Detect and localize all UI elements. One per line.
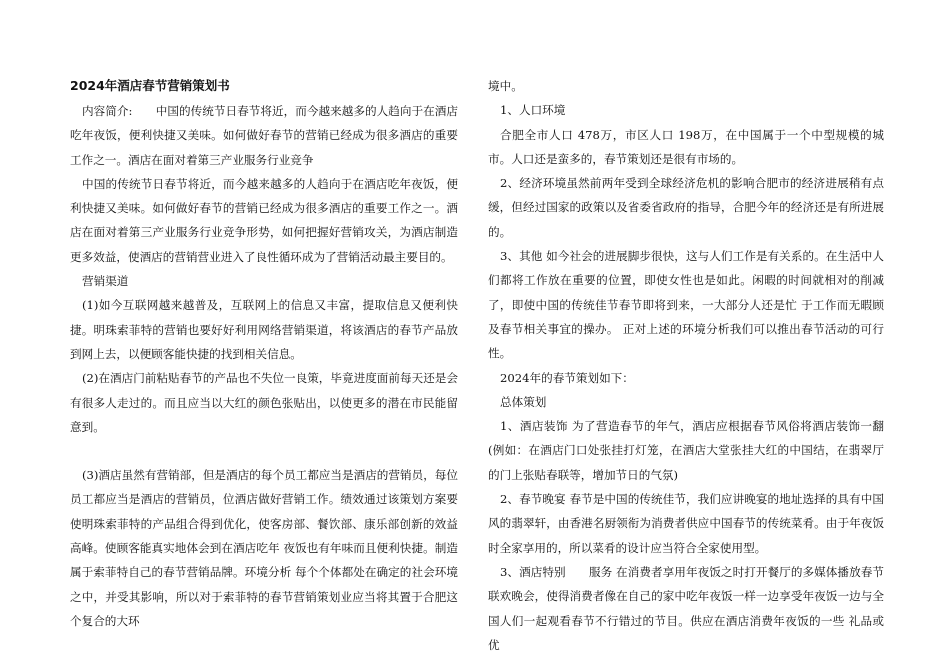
paragraph-continuation: 境中。 bbox=[488, 79, 523, 93]
paragraph-channel-3: (3)酒店虽然有营销部，但是酒店的每个员工都应当是酒店的营销员，每位员工都应当是酒店的营销员，位酒店做好营销工作。绩效通过该策划方案要使明珠索菲特的产品组合得到优化，使客房部、餐饮部、康乐部创新的效益高峰。使顾客能真实地体会到在酒店吃年 夜饭也有年味而且便利快捷。制造属于索菲特自己的春节营销品牌。环境分析 每个个体都处在确定的社会环境之中，并受其影响，所以对于索菲特的春节营销策划业应当将其置于合肥这个复合的大环 bbox=[70, 468, 458, 628]
paragraph-channel-2: (2)在酒店门前粘贴春节的产品也不失位一良策，毕竟进度面前每天还是会有很多人走过的。而且应当以大红的颜色张贴出，以使更多的潜在市民能留意到。 bbox=[70, 371, 458, 434]
heading-overall: 总体策划 bbox=[500, 394, 547, 409]
section-heading-channels: 营销渠道 bbox=[82, 274, 129, 289]
paragraph-population: 合肥全市人口 478万，市区人口 198万，在中国属于一个中型规模的城市。人口还是蛮多的，春节策划还是很有市场的。 bbox=[488, 127, 884, 166]
paragraph-background: 中国的传统节日春节将近，而今越来越多的人趋向于在酒店吃年夜饭，便利快捷又美味。如何做好春节的营销已经成为很多酒店的重要工作之一。酒店在面对着第三产业服务行业竞争形势，如何把握好营销攻关，为酒店制造更多效益，使酒店的营销营业进入了良性循环成为了营销活动最主要目的。 bbox=[70, 176, 458, 264]
right-column bbox=[488, 74, 884, 657]
heading-population: 1、人口环境 bbox=[500, 103, 566, 118]
paragraph-channel-1: (1)如今互联网越来越普及，互联网上的信息又丰富，提取信息又便利快捷。明珠索菲特的营销也要好好利用网络营销渠道，将该酒店的春节产品放到网上去，以便顾客能快捷的找到相关信息。 bbox=[70, 298, 458, 361]
paragraph-economy: 2、经济环境虽然前两年受到全球经济危机的影响合肥市的经济进展稍有点缓，但经过国家的政策以及省委省政府的指导，合肥今年的经济还是有所进展的。 bbox=[488, 176, 884, 239]
paragraph-intro: 内容简介: 中国的传统节日春节将近，而今越来越多的人趋向于在酒店吃年夜饭，便利快捷又美味。如何做好春节的营销已经成为很多酒店的重要工作之一。酒店在面对着第三产业服务行业竞争 bbox=[70, 104, 458, 167]
document-title: 2024年酒店春节营销策划书 bbox=[70, 78, 230, 93]
paragraph-other: 3、其他 如今社会的进展脚步很快，这与人们工作是有关系的。在生活中人们都将工作放在重要的位置，即使女性也是如此。闲暇的时间就相对的削减了，即使中国的传统佳节春节即将到来，一大部分人还是忙 于工作而无暇顾及春节相关事宜的操办。 正对上述的环境分析我们可以推出春节活动的可行性。 bbox=[488, 249, 884, 361]
paragraph-special-service: 3、酒店特别 服务 在消费者享用年夜饭之时打开餐厅的多媒体播放春节联欢晚会，使得消费者像在自己的家中吃年夜饭一样一边享受年夜饭一边与全国人们一起观看春节不行错过的节目。供应在酒店消费年夜饭的一些 礼品或优 bbox=[488, 564, 884, 652]
spacer bbox=[70, 439, 458, 463]
left-column bbox=[70, 74, 458, 633]
paragraph-decoration: 1、酒店装饰 为了营造春节的年气，酒店应根据春节风俗将酒店装饰一翻(例如：在酒店门口处张挂打灯笼，在酒店大堂张挂大红的中国结，在翡翠厅的门上张贴春联等，增加节日的气氛) bbox=[488, 419, 884, 482]
heading-plan: 2024年的春节策划如下： bbox=[500, 370, 634, 385]
paragraph-banquet: 2、春节晚宴 春节是中国的传统佳节，我们应讲晚宴的地址选择的具有中国风的翡翠轩，由香港名厨领衔为消费者供应中国春节的传统菜肴。由于年夜饭时全家享用的，所以菜肴的设计应当符合全家使用型。 bbox=[488, 492, 884, 555]
